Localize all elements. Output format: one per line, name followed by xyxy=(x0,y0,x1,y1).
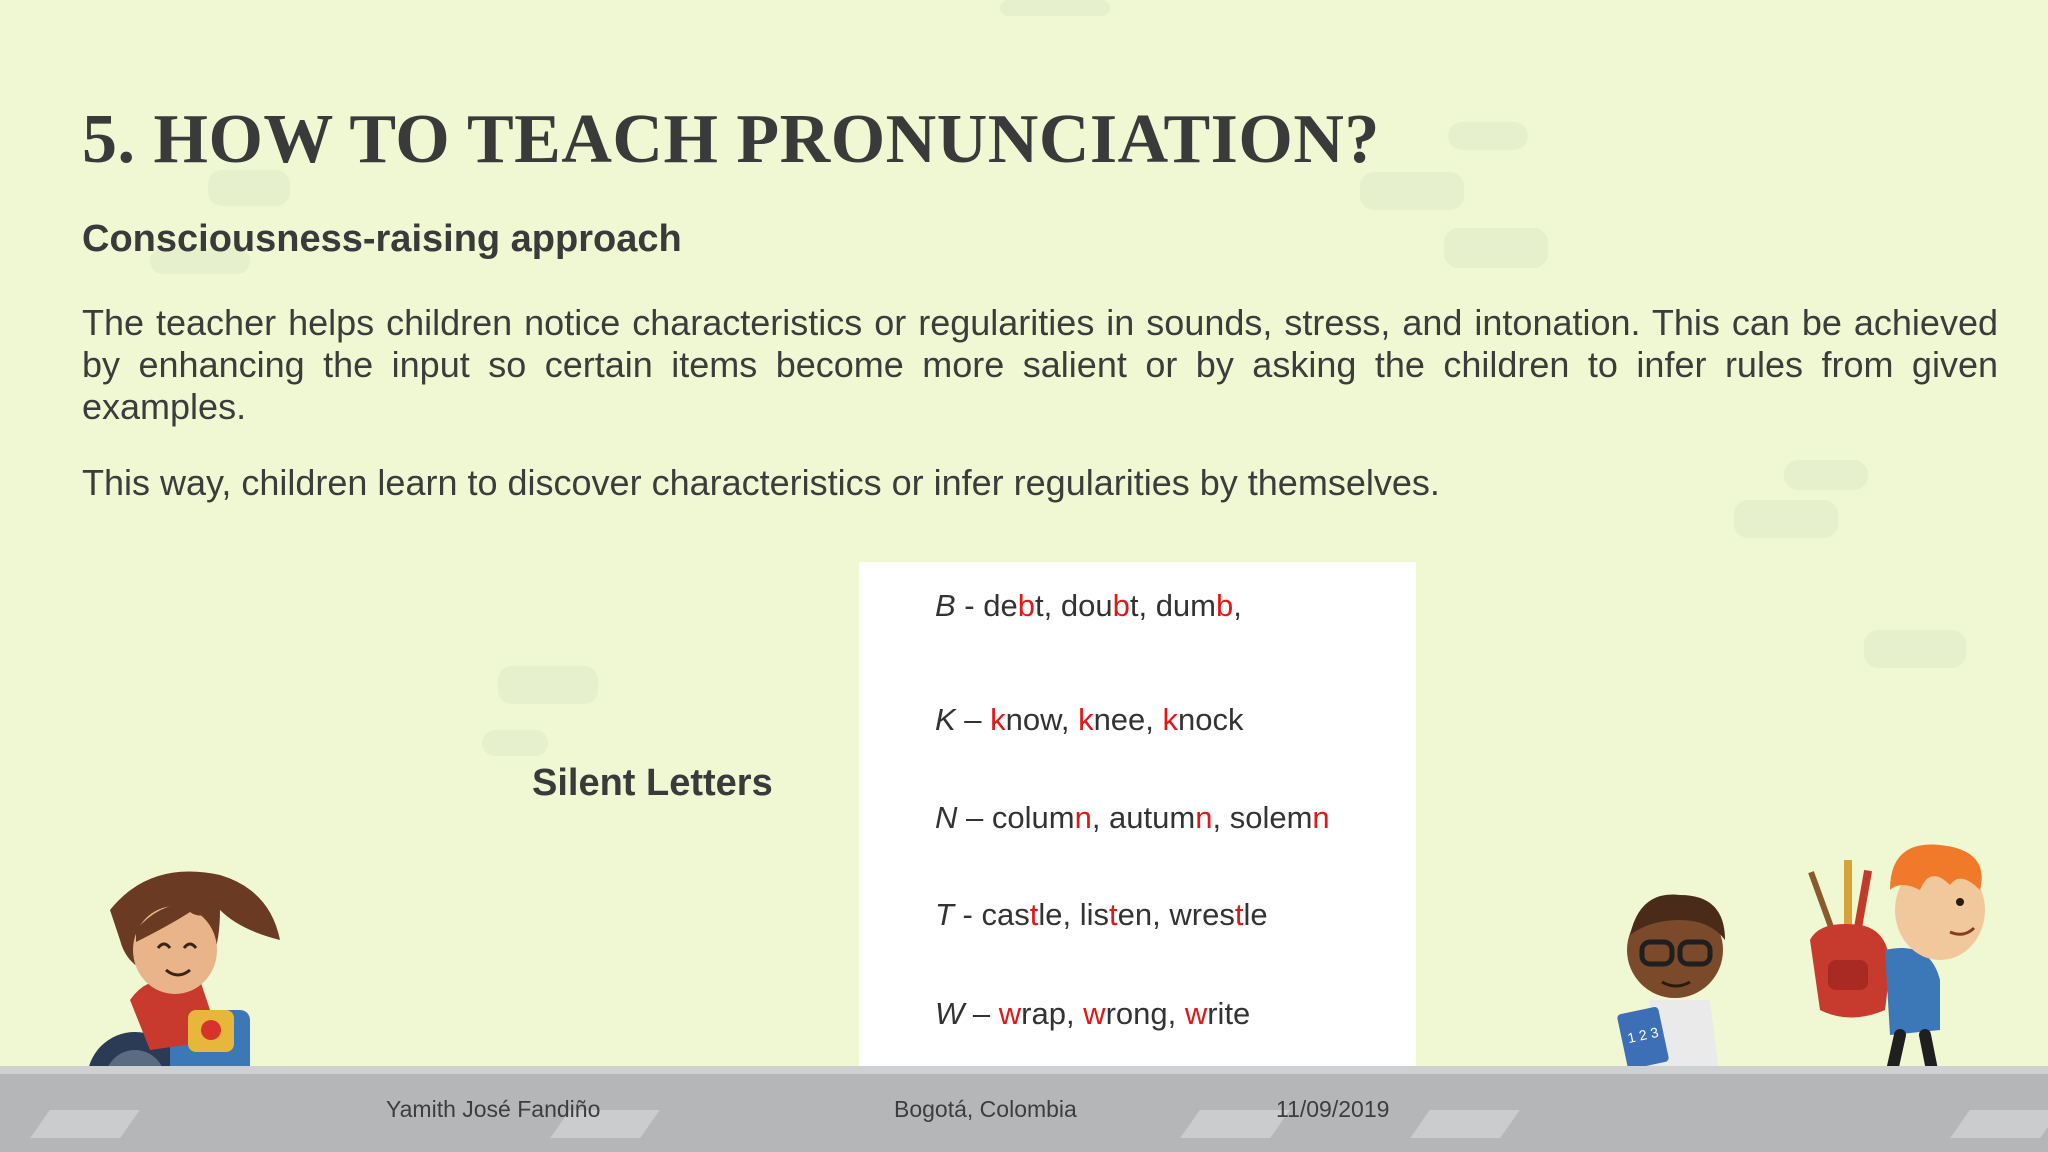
silent-letter-highlight: b xyxy=(1017,588,1035,623)
example-word: autumn xyxy=(1109,800,1213,835)
silent-rule-b: B - debt, doubt, dumb, xyxy=(935,588,1242,623)
rule-separator: – xyxy=(955,702,991,737)
silent-letter-highlight: k xyxy=(1162,702,1179,737)
rule-letter: B xyxy=(935,588,956,623)
example-word: dumb xyxy=(1155,588,1234,623)
road-stripe xyxy=(1180,1110,1290,1138)
slide-subtitle: Consciousness-raising approach xyxy=(82,218,682,260)
svg-text:1 2 3: 1 2 3 xyxy=(1626,1023,1660,1047)
footer-author: Yamith José Fandiño xyxy=(386,1096,601,1122)
silent-letter-highlight: w xyxy=(1184,996,1208,1031)
road-stripe xyxy=(1410,1110,1520,1138)
example-word: wrestle xyxy=(1169,897,1268,932)
example-word: debt xyxy=(983,588,1044,623)
silent-letter-highlight: t xyxy=(1029,897,1039,932)
silent-rule-w: W – wrap, wrong, write xyxy=(935,996,1251,1031)
rule-letter: K xyxy=(935,702,956,737)
rule-letter: W xyxy=(935,996,965,1031)
rule-separator: - xyxy=(953,897,982,932)
silent-letter-highlight: t xyxy=(1234,897,1244,932)
rule-separator: – xyxy=(957,800,992,835)
footer-location: Bogotá, Colombia xyxy=(894,1096,1077,1122)
silent-letters-box xyxy=(859,562,1416,1067)
paragraph-summary: This way, children learn to discover characteristics or infer regularities by themselves. xyxy=(82,462,1440,503)
paragraph-approach: The teacher helps children notice characteristics or regularities in sounds, stress, and intonation. This can be achieved by enhancing the input so certain items become more salient or by asking the children to infer rules from given examples. xyxy=(82,302,1998,427)
silent-letter-highlight: n xyxy=(1195,800,1213,835)
silent-letter-highlight: b xyxy=(1216,588,1234,623)
silent-letter-highlight: k xyxy=(1078,702,1094,737)
bg-blob xyxy=(498,666,598,704)
example-word: wrong xyxy=(1083,996,1168,1031)
silent-letters-label: Silent Letters xyxy=(532,762,773,804)
rule-letter: N xyxy=(935,800,958,835)
silent-rule-k: K – know, knee, knock xyxy=(935,702,1244,737)
silent-letter-highlight: w xyxy=(1083,996,1106,1031)
bg-blob xyxy=(482,730,548,756)
silent-letter-highlight: b xyxy=(1112,588,1130,623)
silent-rule-n: N – column, autumn, solemn xyxy=(935,800,1330,835)
road-stripe xyxy=(30,1110,140,1138)
example-word: listen xyxy=(1079,897,1153,932)
example-word: knock xyxy=(1162,702,1244,737)
example-word: write xyxy=(1184,996,1251,1031)
bg-blob xyxy=(1864,630,1966,668)
silent-letter-highlight: t xyxy=(1109,897,1118,932)
example-word: column xyxy=(991,800,1092,835)
slide-title: 5. HOW TO TEACH PRONUNCIATION? xyxy=(82,101,1380,178)
bg-blob xyxy=(1000,0,1110,16)
road-stripe xyxy=(1950,1110,2048,1138)
silent-letter-highlight: n xyxy=(1074,800,1092,835)
silent-letter-highlight: w xyxy=(998,996,1022,1031)
bg-blob xyxy=(1734,500,1838,538)
example-word: knee xyxy=(1078,702,1146,737)
silent-letter-highlight: n xyxy=(1312,800,1330,835)
silent-letter-highlight: k xyxy=(990,702,1006,737)
example-word: wrap xyxy=(998,996,1066,1031)
example-word: know xyxy=(990,702,1061,737)
silent-rule-t: T - castle, listen, wrestle xyxy=(935,897,1268,932)
example-word: doubt xyxy=(1060,588,1139,623)
bg-blob xyxy=(1444,228,1548,268)
example-word: castle xyxy=(981,897,1063,932)
footer-date: 11/09/2019 xyxy=(1276,1096,1390,1122)
bg-blob xyxy=(1448,122,1528,150)
rule-separator: - xyxy=(955,588,984,623)
rule-letter: T xyxy=(935,897,954,932)
rule-separator: – xyxy=(964,996,999,1031)
footer-edge xyxy=(0,1066,2048,1074)
example-word: solemn xyxy=(1229,800,1330,835)
